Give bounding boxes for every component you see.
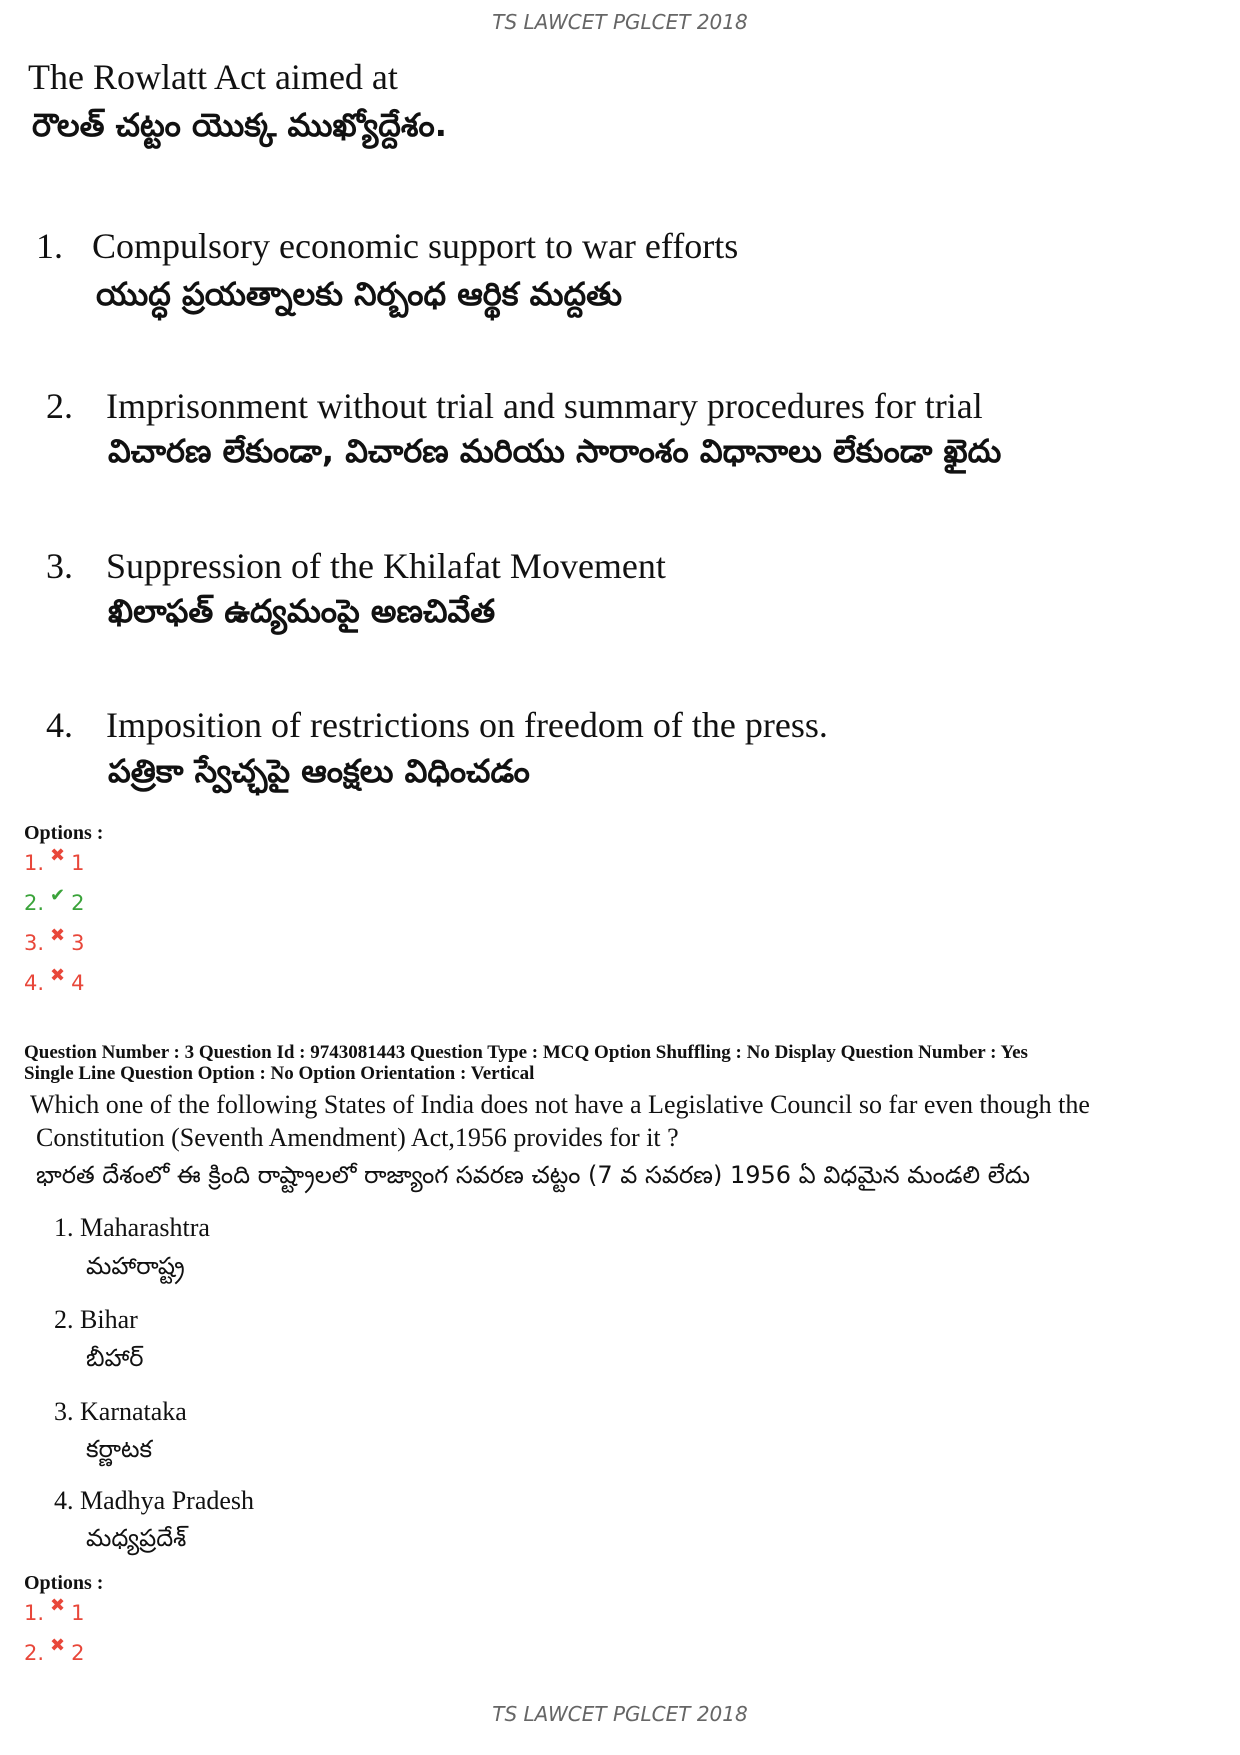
answer-option-row <box>24 965 85 995</box>
question-meta-line: Single Line Question Option : No Option Orientation : Vertical <box>24 1063 535 1084</box>
check-icon: ✔ <box>50 885 66 906</box>
page-header: TS LAWCET PGLCET 2018 <box>492 10 748 34</box>
cross-icon: ✖ <box>50 1635 66 1656</box>
answer-option-value: 2 <box>71 1641 85 1665</box>
answer-option-row <box>24 885 85 915</box>
choice-text-telugu: ఖిలాఫత్ ఉద్యమంపై అణచివేత <box>108 592 496 630</box>
question-stem-english: Constitution (Seventh Amendment) Act,1956 provides for it ? <box>36 1123 679 1152</box>
cross-icon: ✖ <box>50 845 66 866</box>
answer-option-row <box>24 1595 85 1625</box>
choice-text-english: 2. Bihar <box>54 1305 138 1334</box>
choice-text-english: Compulsory economic support to war efforts <box>92 226 739 266</box>
choice-text-telugu: కర్ణాటక <box>86 1435 153 1463</box>
question-stem-telugu: భారత దేశంలో ఈ క్రింది రాష్ట్రాలలో రాజ్యాంగ సవరణ చట్టం (7 వ సవరణ) 1956 ఏ విధమైన మండలి లేదు <box>36 1161 1031 1189</box>
answer-option-value: 1 <box>71 1601 85 1625</box>
choice-text-english: 1. Maharashtra <box>54 1213 210 1242</box>
choice-text-telugu: యుద్ధ ప్రయత్నాలకు నిర్బంధ ఆర్థిక మద్దతు <box>96 275 623 313</box>
answer-option-number: 3. <box>24 931 45 955</box>
cross-icon: ✖ <box>50 965 66 986</box>
answer-option-number: 1. <box>24 851 45 875</box>
answer-option-value: 3 <box>71 931 85 955</box>
choice-number: 4. <box>46 705 73 745</box>
cross-icon: ✖ <box>50 925 66 946</box>
options-label: Options : <box>24 1572 104 1594</box>
choice-text-telugu: బీహార్ <box>86 1344 144 1372</box>
choice-text-telugu: పత్రికా స్వేచ్ఛపై ఆంక్షలు విధించడం <box>108 752 530 790</box>
answer-option-row <box>24 845 85 875</box>
choice-number: 2. <box>46 386 73 426</box>
choice-text-telugu: మహారాష్ట్ర <box>86 1252 185 1280</box>
choice-text-english: Imposition of restrictions on freedom of the press. <box>106 705 828 745</box>
choice-text-english: Imprisonment without trial and summary procedures for trial <box>106 386 983 426</box>
question-stem-english: The Rowlatt Act aimed at <box>28 57 398 97</box>
choice-number: 1. <box>36 226 63 266</box>
answer-option-value: 4 <box>71 971 85 995</box>
answer-option-number: 2. <box>24 891 45 915</box>
answer-option-row <box>24 1635 85 1665</box>
answer-option-row <box>24 925 85 955</box>
choice-text-telugu: విచారణ లేకుండా, విచారణ మరియు సారాంశం విధానాలు లేకుండా ఖైదు <box>108 432 1002 470</box>
choice-number: 3. <box>46 546 73 586</box>
answer-option-value: 2 <box>71 891 85 915</box>
page-footer: TS LAWCET PGLCET 2018 <box>492 1702 748 1726</box>
choice-text-telugu: మధ్యప్రదేశ్ <box>86 1524 187 1552</box>
choice-text-english: 3. Karnataka <box>54 1397 187 1426</box>
choice-text-english: 4. Madhya Pradesh <box>54 1486 255 1515</box>
choice-text-english: Suppression of the Khilafat Movement <box>106 546 666 586</box>
question-meta-line: Question Number : 3 Question Id : 9743081443 Question Type : MCQ Option Shuffling : No Display Question Number : Yes <box>24 1042 1028 1063</box>
options-label: Options : <box>24 822 104 844</box>
answer-option-number: 1. <box>24 1601 45 1625</box>
question-stem-english: Which one of the following States of India does not have a Legislative Council so far even though the <box>30 1090 1090 1119</box>
answer-option-value: 1 <box>71 851 85 875</box>
answer-option-number: 4. <box>24 971 45 995</box>
answer-option-number: 2. <box>24 1641 45 1665</box>
cross-icon: ✖ <box>50 1595 66 1616</box>
question-stem-telugu: రౌలత్ చట్టం యొక్క ముఖ్యోద్దేశం. <box>32 106 447 144</box>
